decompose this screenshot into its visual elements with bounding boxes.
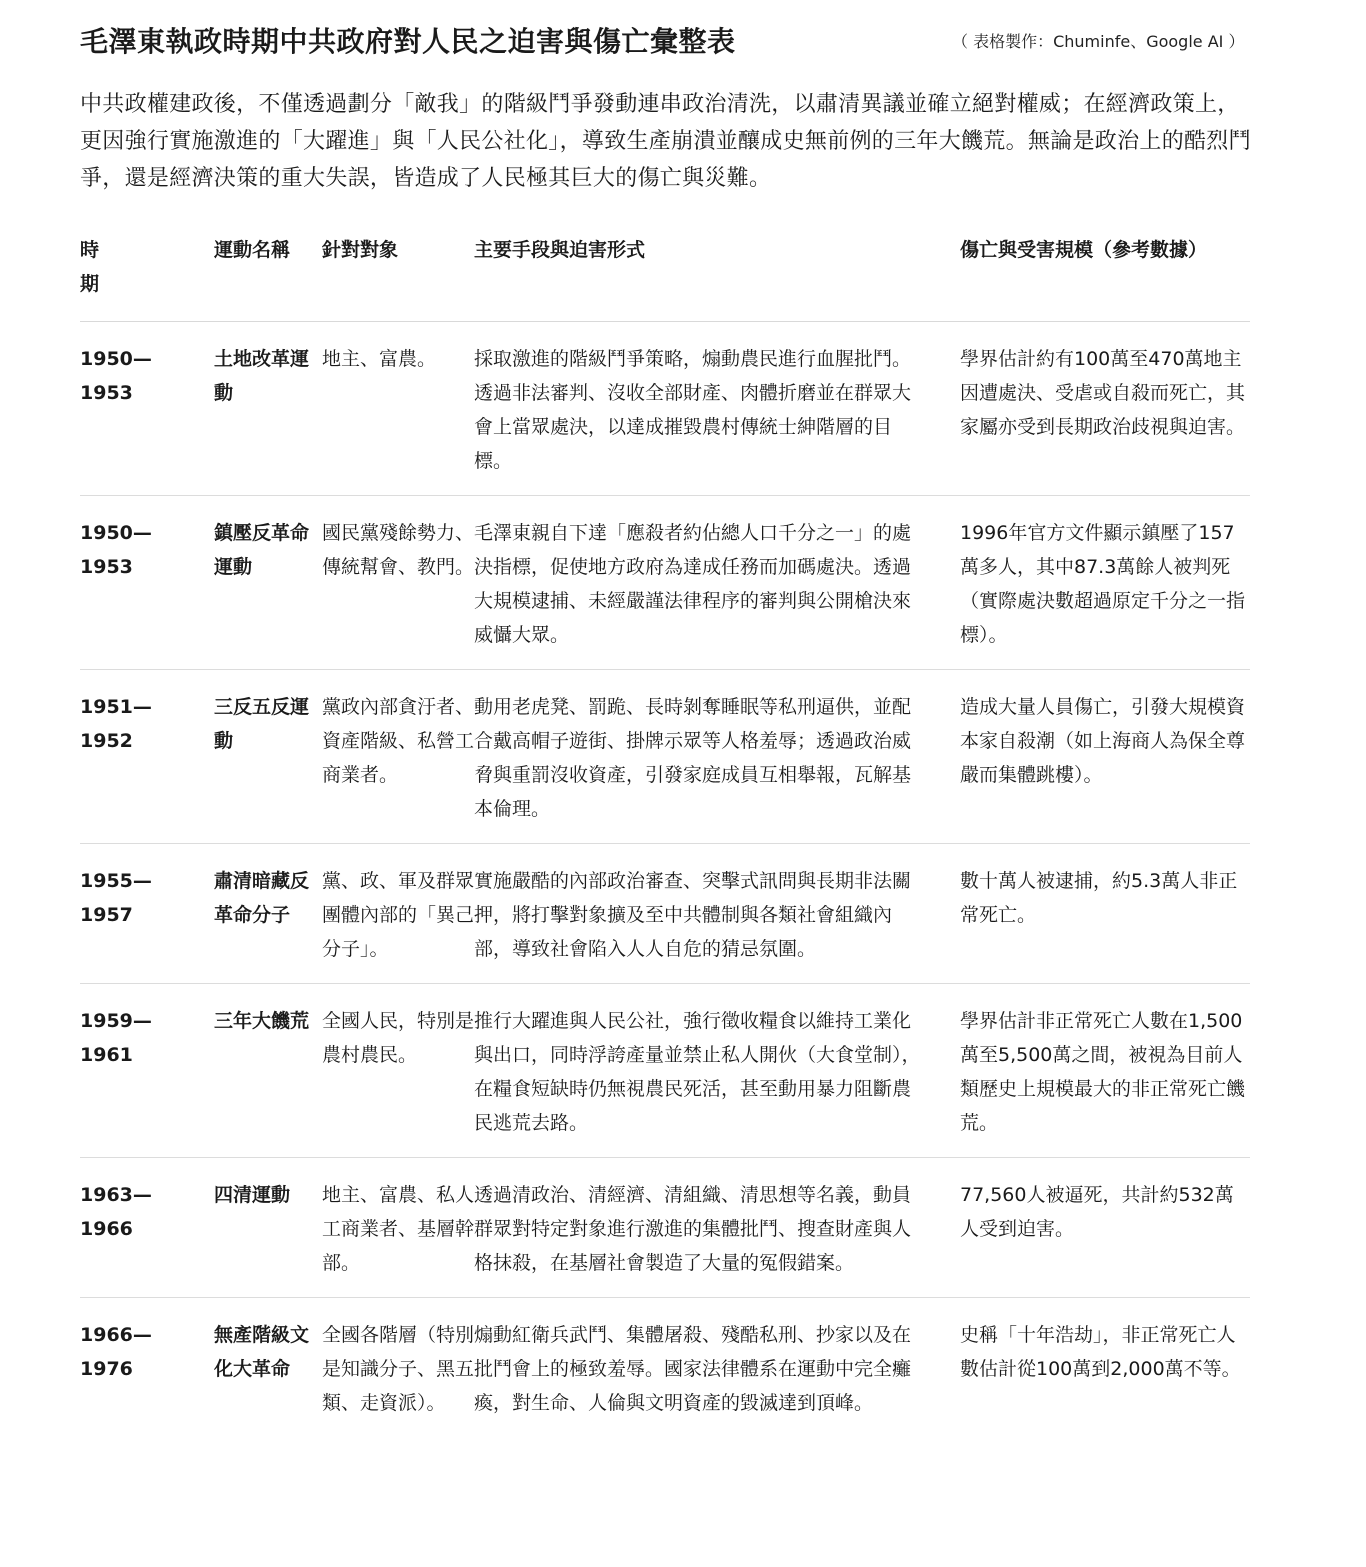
- movement-cell: 三年大饑荒: [214, 984, 322, 1158]
- table-row: [80, 670, 1250, 844]
- means-cell: 毛澤東親自下達「應殺者約佔總人口千分之一」的處決指標，促使地方政府為達成任務而加碼處決。透過大規模逮捕、未經嚴謹法律程序的審判與公開槍決來威懾大眾。: [474, 496, 960, 670]
- table-row: [80, 844, 1250, 984]
- target-cell: 地主、富農。: [322, 322, 474, 496]
- period-start: 1959—: [80, 1010, 152, 1032]
- period-end: 1953: [80, 382, 133, 404]
- scale-cell: 學界估計非正常死亡人數在1,500萬至5,500萬之間，被視為目前人類歷史上規模最大的非正常死亡饑荒。: [960, 984, 1250, 1158]
- means-cell: 透過清政治、清經濟、清組織、清思想等名義，動員群眾對特定對象進行激進的集體批鬥、搜查財產與人格抹殺，在基層社會製造了大量的冤假錯案。: [474, 1158, 960, 1298]
- scale-cell: 史稱「十年浩劫」，非正常死亡人數估計從100萬到2,000萬不等。: [960, 1324, 1241, 1380]
- scale-cell: 77,560人被逼死，共計約532萬人受到迫害。: [960, 1158, 1250, 1298]
- table-row: [80, 1158, 1250, 1298]
- header-means: 主要手段與迫害形式: [474, 231, 960, 322]
- movement-cell: 肅清暗藏反革命分子: [214, 844, 322, 984]
- scale-cell: 1996年官方文件顯示鎮壓了157萬多人，其中87.3萬餘人被判死（實際處決數超過原定千分之一指標）。: [960, 496, 1250, 670]
- period-end: 1957: [80, 904, 133, 926]
- period-start: 1951—: [80, 696, 152, 718]
- period-cell: [80, 1298, 214, 1438]
- document-title: 毛澤東執政時期中共政府對人民之迫害與傷亡彙整表: [80, 25, 736, 58]
- target-cell: 全國人民，特別是農村農民。: [322, 984, 474, 1158]
- means-cell: 煽動紅衛兵武鬥、集體屠殺、殘酷私刑、抄家以及在批鬥會上的極致羞辱。國家法律體系在運動中完全癱瘓，對生命、人倫與文明資產的毀滅達到頂峰。: [474, 1324, 912, 1414]
- means-cell: 推行大躍進與人民公社，強行徵收糧食以維持工業化與出口，同時浮誇產量並禁止私人開伙（大食堂制），在糧食短缺時仍無視農民死活，甚至動用暴力阻斷農民逃荒去路。: [474, 984, 960, 1158]
- table-row: [80, 1298, 1250, 1438]
- means-cell: 採取激進的階級鬥爭策略，煽動農民進行血腥批鬥。透過非法審判、沒收全部財產、肉體折磨並在群眾大會上當眾處決，以達成摧毀農村傳統士紳階層的目標。: [474, 322, 960, 496]
- scale-cell: 數十萬人被逮捕，約5.3萬人非正常死亡。: [960, 844, 1250, 984]
- movement-cell: 三反五反運動: [214, 670, 322, 844]
- scale-cell: 造成大量人員傷亡，引發大規模資本家自殺潮（如上海商人為保全尊嚴而集體跳樓）。: [960, 670, 1250, 844]
- table-credit: （ 表格製作：Chuminfe、Google AI ）: [952, 32, 1245, 51]
- header-scale: 傷亡與受害規模（參考數據）: [960, 231, 1250, 322]
- target-cell: 地主、富農、私人工商業者、基層幹部。: [322, 1158, 474, 1298]
- table-row: [80, 984, 1250, 1158]
- means-cell: 動用老虎凳、罰跪、長時剝奪睡眠等私刑逼供，並配合戴高帽子遊街、掛牌示眾等人格羞辱；透過政治威脅與重罰沒收資產，引發家庭成員互相舉報，瓦解基本倫理。: [474, 670, 960, 844]
- table-header-row: [80, 231, 1250, 322]
- period-start: 1966—: [80, 1324, 152, 1346]
- scale-cell: 學界估計約有100萬至470萬地主因遭處決、受虐或自殺而死亡，其家屬亦受到長期政治歧視與迫害。: [960, 322, 1250, 496]
- header-period-label: 時期: [80, 239, 100, 295]
- period-cell: [80, 670, 214, 844]
- period-cell: [80, 844, 214, 984]
- table-body: [80, 322, 1250, 1438]
- movement-cell: 土地改革運動: [214, 322, 322, 496]
- target-cell: 國民黨殘餘勢力、傳統幫會、教門。: [322, 496, 474, 670]
- period-end: 1966: [80, 1218, 133, 1240]
- movement-cell: 無產階級文化大革命: [214, 1324, 310, 1380]
- table-header: [80, 231, 1250, 322]
- period-cell: [80, 984, 214, 1158]
- header-movement: 運動名稱: [214, 231, 322, 322]
- header-target: 針對對象: [322, 231, 474, 322]
- period-end: 1961: [80, 1044, 133, 1066]
- movement-cell: 四清運動: [214, 1158, 322, 1298]
- table-row: [80, 322, 1250, 496]
- means-cell: 實施嚴酷的內部政治審查、突擊式訊問與長期非法關押，將打擊對象擴及至中共體制與各類社會組織內部，導致社會陷入人人自危的猜忌氛圍。: [474, 844, 960, 984]
- document-header: [80, 0, 1250, 86]
- target-cell: 全國各階層（特別是知識分子、黑五類、走資派）。: [322, 1324, 475, 1414]
- target-cell: 黨、政、軍及群眾團體內部的「異己分子」。: [322, 844, 474, 984]
- persecution-table: [80, 231, 1250, 1437]
- period-end: 1953: [80, 556, 133, 578]
- header-period: [80, 231, 214, 322]
- period-cell: [80, 496, 214, 670]
- period-start: 1963—: [80, 1184, 152, 1206]
- period-cell: [80, 1158, 214, 1298]
- period-start: 1950—: [80, 522, 152, 544]
- period-end: 1976: [80, 1358, 133, 1380]
- target-cell: 黨政內部貪汙者、資產階級、私營工商業者。: [322, 670, 474, 844]
- period-cell: [80, 322, 214, 496]
- table-row: [80, 496, 1250, 670]
- period-start: 1955—: [80, 870, 152, 892]
- period-start: 1950—: [80, 348, 152, 370]
- period-end: 1952: [80, 730, 133, 752]
- movement-cell: 鎮壓反革命運動: [214, 496, 322, 670]
- intro-paragraph: 中共政權建政後，不僅透過劃分「敵我」的階級鬥爭發動連串政治清洗，以肅清異議並確立絕對權威；在經濟政策上，更因強行實施激進的「大躍進」與「人民公社化」，導致生產崩潰並釀成史無前例的三年大饑荒。無論是政治上的酷烈鬥爭，還是經濟決策的重大失誤，皆造成了人民極其巨大的傷亡與災難。: [80, 92, 1251, 191]
